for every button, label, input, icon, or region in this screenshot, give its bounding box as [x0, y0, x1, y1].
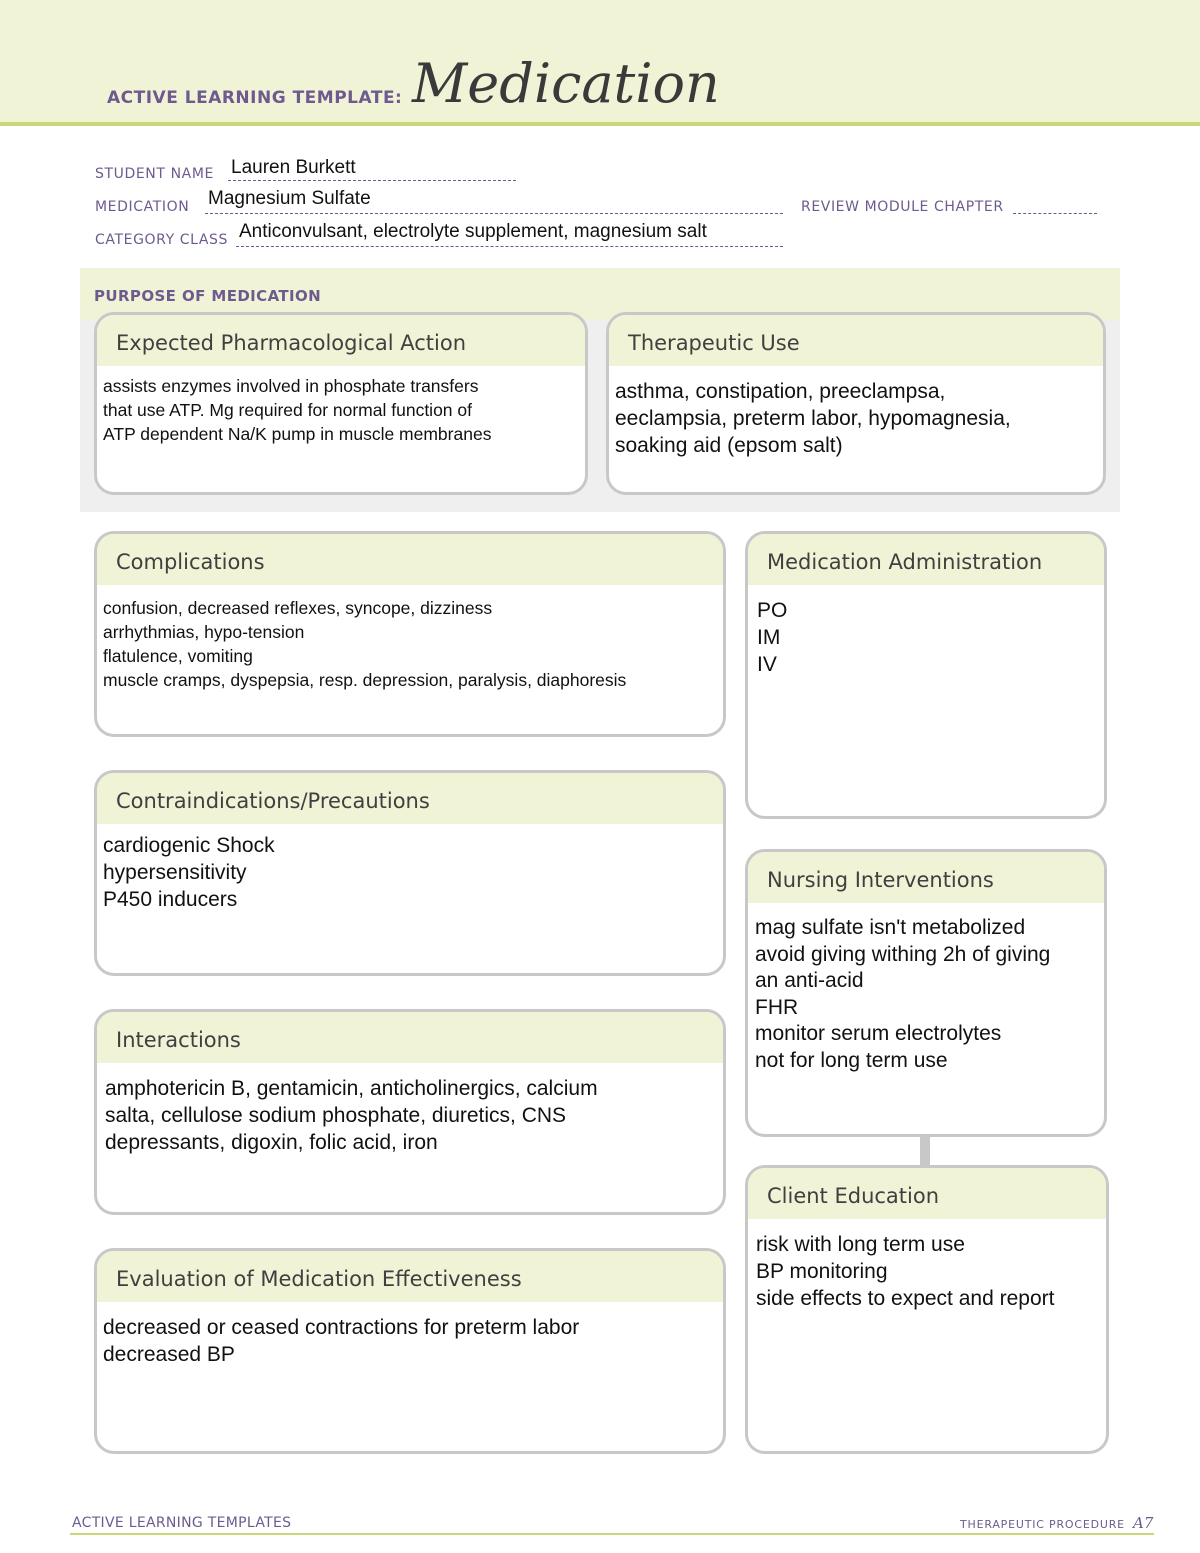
student-name-line: [228, 180, 516, 181]
category-class-line: [236, 246, 783, 247]
category-class-label: CATEGORY CLASS: [95, 232, 229, 248]
nursing-card: [745, 849, 1107, 1137]
nursing-text[interactable]: mag sulfate isn't metabolized avoid giving withing 2h of giving an anti-acid FHR monitor serum electrolytes not for long term use: [755, 916, 1051, 1072]
client-education-text[interactable]: risk with long term use BP monitoring side effects to expect and report: [756, 1233, 1055, 1310]
template-label: ACTIVE LEARNING TEMPLATE:: [107, 88, 403, 108]
category-class-field[interactable]: Anticonvulsant, electrolyte supplement, magnesium salt: [239, 221, 707, 242]
therapeutic-use-card: [606, 312, 1106, 495]
interactions-card: [94, 1009, 726, 1215]
interactions-text[interactable]: amphotericin B, gentamicin, anticholinergics, calcium salta, cellulose sodium phosphate, diuretics, CNS depressants, digoxin, folic acid, iron: [105, 1077, 598, 1154]
expected-action-text[interactable]: assists enzymes involved in phosphate transfers that use ATP. Mg required for normal function of ATP dependent Na/K pump in muscle membranes: [103, 376, 492, 444]
contraindications-card: [94, 770, 726, 976]
footer-right: THERAPEUTIC PROCEDURE: [960, 1518, 1125, 1531]
therapeutic-use-text[interactable]: asthma, constipation, preeclampsa, eeclampsia, preterm labor, hypomagnesia, soaking aid (epsom salt): [615, 380, 1011, 457]
medication-label: MEDICATION: [95, 199, 190, 215]
connector-bar: [920, 1134, 930, 1166]
client-education-card: [745, 1165, 1109, 1454]
client-education-title: Client Education: [748, 1168, 1106, 1219]
header-rule: [0, 122, 1200, 126]
footer-left: ACTIVE LEARNING TEMPLATES: [72, 1515, 292, 1531]
administration-text[interactable]: PO IM IV: [757, 599, 788, 676]
student-name-label: STUDENT NAME: [95, 166, 214, 182]
contraindications-text[interactable]: cardiogenic Shock hypersensitivity P450 inducers: [103, 834, 275, 911]
nursing-title: Nursing Interventions: [748, 852, 1104, 903]
interactions-title: Interactions: [97, 1012, 723, 1063]
review-module-line: [1013, 213, 1097, 214]
therapeutic-use-title: Therapeutic Use: [609, 315, 1103, 366]
complications-card: [94, 531, 726, 737]
purpose-label: PURPOSE OF MEDICATION: [94, 287, 322, 305]
expected-action-card: [94, 312, 588, 495]
medication-line: [205, 213, 783, 214]
evaluation-card: [94, 1248, 726, 1454]
complications-title: Complications: [97, 534, 723, 585]
footer-page-number: A7: [1133, 1514, 1154, 1532]
administration-card: [745, 531, 1107, 819]
review-module-label: REVIEW MODULE CHAPTER: [801, 199, 1004, 215]
footer-rule: [70, 1533, 1154, 1535]
evaluation-text[interactable]: decreased or ceased contractions for preterm labor decreased BP: [103, 1316, 580, 1366]
student-name-field[interactable]: Lauren Burkett: [231, 157, 356, 178]
expected-action-title: Expected Pharmacological Action: [97, 315, 585, 366]
evaluation-title: Evaluation of Medication Effectiveness: [97, 1251, 723, 1302]
medication-field[interactable]: Magnesium Sulfate: [208, 188, 371, 209]
complications-text[interactable]: confusion, decreased reflexes, syncope, dizziness arrhythmias, hypo-tension flatulence, vomiting muscle cramps, dyspepsia, resp. depression, paralysis, diaphoresis: [103, 598, 627, 690]
contraindications-title: Contraindications/Precautions: [97, 773, 723, 824]
page-title: Medication: [412, 52, 720, 115]
administration-title: Medication Administration: [748, 534, 1104, 585]
